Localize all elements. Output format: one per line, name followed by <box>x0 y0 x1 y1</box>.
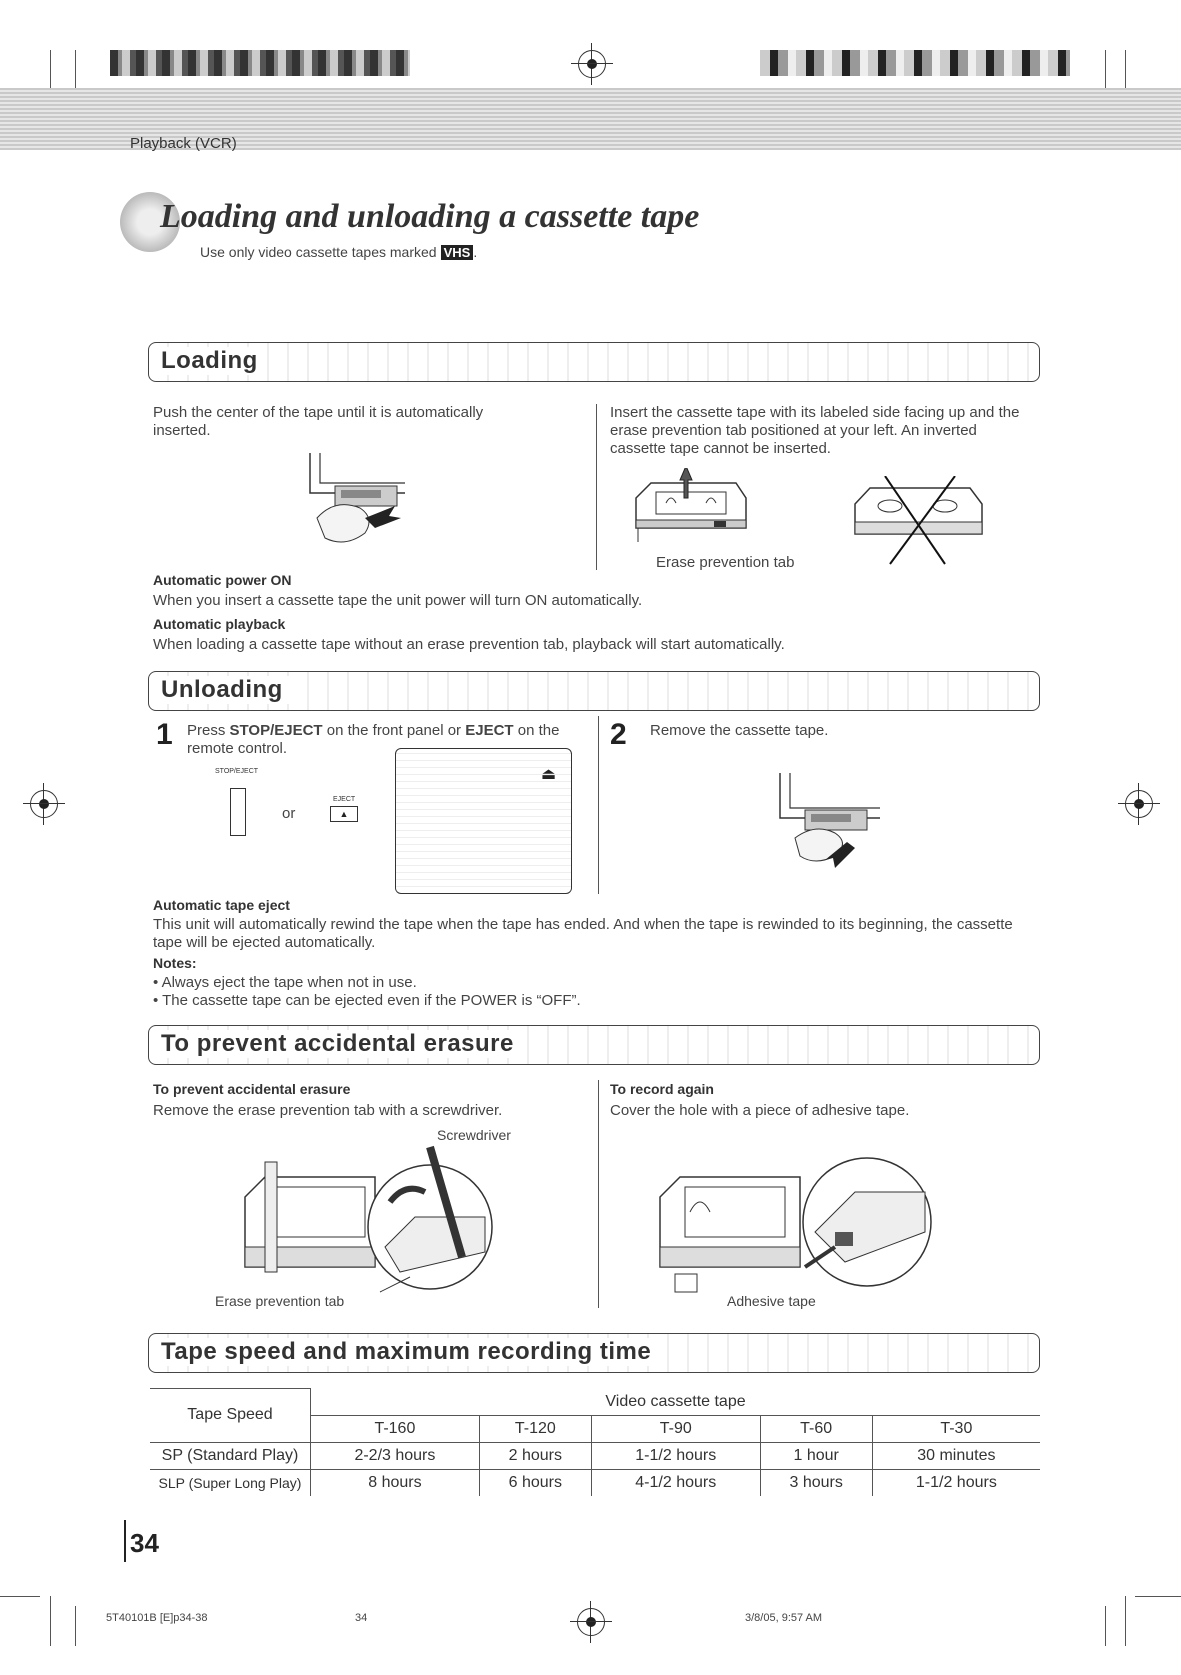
push-tape-illustration <box>305 448 415 548</box>
note-item: • The cassette tape can be ejected even if the POWER is “OFF”. <box>153 992 581 1009</box>
step-1-mid: on the front panel or <box>322 722 466 739</box>
color-bar-right <box>760 50 1070 76</box>
auto-eject-title: Automatic tape eject <box>153 897 290 913</box>
subtitle <box>200 244 477 260</box>
auto-playback-title: Automatic playback <box>153 616 286 632</box>
step-2-text: Remove the cassette tape. <box>650 722 829 739</box>
erasure-section-header <box>148 1025 1040 1065</box>
registration-mark-icon <box>577 1608 605 1636</box>
table-cell: 2-2/3 hours <box>311 1442 480 1469</box>
adhesive-tape-illustration <box>655 1142 945 1302</box>
color-bar-left <box>110 50 410 76</box>
tape-type: T-90 <box>591 1415 760 1442</box>
tape-speed-table <box>150 1388 1040 1496</box>
section-label: Playback (VCR) <box>130 135 237 152</box>
page-number-rule <box>124 1520 126 1562</box>
column-divider <box>598 1080 599 1308</box>
registration-mark-icon <box>30 790 58 818</box>
tape-type: T-120 <box>479 1415 591 1442</box>
step-1-post: on the remote control. <box>187 722 560 757</box>
unloading-section-header <box>148 671 1040 711</box>
remove-tab-illustration <box>240 1142 520 1302</box>
cassette-upright-illustration <box>626 468 751 543</box>
page-title: Loading and unloading a cassette tape <box>160 198 700 235</box>
unloading-heading: Unloading <box>161 676 291 704</box>
page-number: 34 <box>130 1528 159 1558</box>
tape-speed-header: Tape Speed <box>150 1389 311 1443</box>
stop-eject-label: STOP/EJECT <box>229 722 323 739</box>
loading-right-text: Insert the cassette tape with its labeled side facing up and the erase prevention tab positioned at your left. An inverted cassette tape cannot be inserted. <box>610 404 1020 457</box>
auto-power-text: When you insert a cassette tape the unit power will turn ON automatically. <box>153 592 643 609</box>
table-cell: 2 hours <box>479 1442 591 1469</box>
footer-date: 3/8/05, 9:57 AM <box>745 1612 823 1624</box>
erase-prevention-tab-label: Erase prevention tab <box>215 1293 345 1309</box>
column-divider <box>598 716 599 894</box>
table-cell: 8 hours <box>311 1469 480 1496</box>
crop-mark <box>1135 1596 1181 1597</box>
crop-mark <box>0 1596 40 1597</box>
registration-mark-icon <box>578 50 606 78</box>
adhesive-tape-label: Adhesive tape <box>727 1293 816 1309</box>
eject-label: EJECT <box>465 722 514 739</box>
erasure-right-title: To record again <box>610 1081 714 1097</box>
stop-eject-small-label: STOP/EJECT <box>215 768 259 775</box>
subtitle-text: Use only video cassette tapes marked <box>200 244 437 260</box>
note-item: • Always eject the tape when not in use. <box>153 974 417 991</box>
or-text: or <box>282 805 296 822</box>
table-cell: 1 hour <box>760 1442 872 1469</box>
table-cell: 3 hours <box>760 1469 872 1496</box>
erasure-heading: To prevent accidental erasure <box>161 1030 522 1058</box>
loading-heading: Loading <box>161 347 266 375</box>
table-cell: 6 hours <box>479 1469 591 1496</box>
registration-mark-icon <box>1125 790 1153 818</box>
tape-type: T-60 <box>760 1415 872 1442</box>
remote-eject-button[interactable]: ▲ <box>330 806 358 822</box>
auto-eject-text: This unit will automatically rewind the tape when the tape has ended. And when the tape is rewinded to its beginning, the cassette tape will be ejected automatically. <box>153 916 1013 951</box>
table-cell: 4-1/2 hours <box>591 1469 760 1496</box>
tape-speed-heading: Tape speed and maximum recording time <box>161 1338 659 1366</box>
eject-symbol-icon: ⏏ <box>541 766 557 783</box>
row-label: SLP (Super Long Play) <box>150 1469 311 1496</box>
table-row <box>150 1442 1040 1469</box>
erasure-left-text: Remove the erase prevention tab with a screwdriver. <box>153 1102 503 1119</box>
crop-mark <box>1105 50 1106 90</box>
eject-small-label: EJECT <box>333 796 356 803</box>
step-1-pre: Press <box>187 722 230 739</box>
step-2-number: 2 <box>610 718 627 751</box>
crop-mark <box>1105 1606 1106 1646</box>
table-cell: 30 minutes <box>872 1442 1040 1469</box>
table-cell: 1-1/2 hours <box>872 1469 1040 1496</box>
screwdriver-label: Screwdriver <box>437 1127 511 1143</box>
video-cassette-header: Video cassette tape <box>311 1389 1041 1416</box>
crop-mark <box>75 1606 76 1646</box>
crop-mark <box>50 1596 51 1646</box>
loading-left-text: Push the center of the tape until it is automatically inserted. <box>153 404 484 439</box>
notes-title: Notes: <box>153 955 197 971</box>
vhs-logo-icon: VHS <box>441 245 474 260</box>
auto-playback-text: When loading a cassette tape without an erase prevention tab, playback will start automatically. <box>153 636 785 653</box>
auto-power-title: Automatic power ON <box>153 572 292 588</box>
table-cell: 1-1/2 hours <box>591 1442 760 1469</box>
loading-section-header <box>148 342 1040 382</box>
column-divider <box>596 404 597 570</box>
erasure-right-text: Cover the hole with a piece of adhesive tape. <box>610 1102 910 1119</box>
remove-tape-illustration <box>775 768 890 878</box>
tape-type: T-30 <box>872 1415 1040 1442</box>
step-1-number: 1 <box>156 718 173 751</box>
subtitle-end: . <box>473 244 478 260</box>
tape-type: T-160 <box>311 1415 480 1442</box>
crop-mark <box>75 50 76 90</box>
row-label: SP (Standard Play) <box>150 1442 311 1469</box>
tape-speed-section-header <box>148 1333 1040 1373</box>
footer-page: 34 <box>355 1612 368 1624</box>
cassette-inverted-illustration <box>850 476 990 566</box>
table-row <box>150 1469 1040 1496</box>
erase-prevention-tab-label: Erase prevention tab <box>656 554 795 571</box>
crop-mark <box>1125 1596 1126 1646</box>
erasure-left-title: To prevent accidental erasure <box>153 1081 351 1097</box>
footer-file: 5T40101B [E]p34-38 <box>106 1612 208 1624</box>
stop-eject-button[interactable] <box>230 788 246 836</box>
